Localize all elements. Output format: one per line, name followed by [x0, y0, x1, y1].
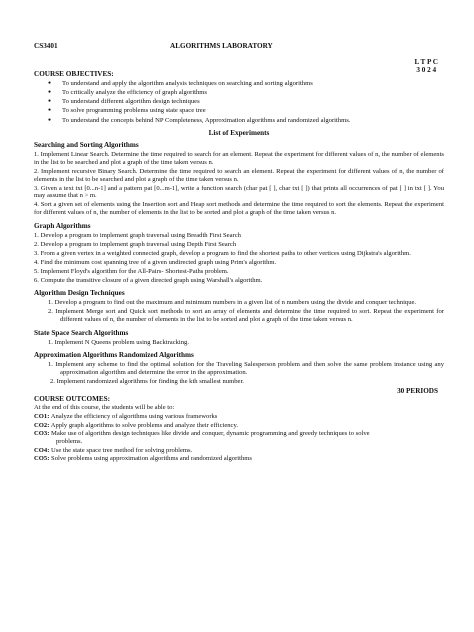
experiment-item: 6. Compute the transitive closure of a given directed graph using Warshall's algorithm. [34, 276, 263, 284]
outcome-item [34, 455, 444, 463]
experiment-item: 4. Find the minimum cost spanning tree of a given undirected graph using Prim's algorithm. [34, 258, 277, 266]
experiment-item: 4. Sort a given set of elements using the Insertion sort and Heap sort methods and determine the time required to sort the elements. Repeat the experiment for different values of n, the number of elements in the list to be sorted and plot a graph of the time taken versus n. [34, 201, 444, 217]
ltpc-values: 3 0 2 4 [416, 66, 437, 75]
outcome-item [34, 422, 444, 430]
outcome-item [34, 447, 444, 455]
experiment-item: 1. Implement N Queens problem using Backtracking. [48, 338, 189, 346]
experiments-heading: List of Experiments [208, 129, 270, 138]
objectives-heading: COURSE OBJECTIVES: [34, 70, 114, 78]
objective-item: ● To understand different algorithm design techniques [34, 98, 444, 106]
outcomes-heading: COURSE OUTCOMES: [34, 394, 111, 403]
experiment-item: 2. Implement randomized algorithms for finding the kth smallest number. [50, 377, 244, 385]
objective-item: ● To understand and apply the algorithm analysis techniques on searching and sorting algorithms [34, 80, 444, 88]
outcome-code: CO3: [34, 430, 50, 438]
outcome-text: Solve problems using approximation algorithms and randomized algorithms [51, 455, 252, 463]
statespace-heading: State Space Search Algorithms [34, 328, 129, 337]
total-periods: 30 PERIODS [397, 386, 438, 395]
experiment-item: 1. Develop a program to find out the maximum and minimum numbers in a given list of n numbers using the divide and conquer technique. [48, 299, 417, 307]
outcome-text: Apply graph algorithms to solve problems and analyze their efficiency. [50, 421, 239, 429]
outcome-item [34, 413, 444, 421]
searching-heading: Searching and Sorting Algorithms [34, 141, 139, 150]
course-code: CS3401 [34, 42, 58, 50]
experiment-item: 1. Implement any scheme to find the optimal solution for the Traveling Salesperson problem and then solve the same problem instance using any approximation algorithm and determine the error in the approximation. [48, 361, 444, 376]
outcome-continuation: problems. [56, 438, 83, 446]
experiment-item: 3. From a given vertex in a weighted connected graph, develop a program to find the shortest paths to other vertices using Dijkstra's algorithm. [34, 249, 411, 257]
outcomes-intro: At the end of this course, the students will be able to: [34, 404, 175, 412]
outcome-text: Use the state space tree method for solving problems. [51, 446, 193, 454]
ltpc-labels: L T P C [414, 58, 438, 66]
experiment-item: 2. Implement Merge sort and Quick sort methods to sort an array of elements and determine the time required to sort. Repeat the experiment for different values of n, the number of elements in the list to be sorted and plot a graph of the time taken versus n. [48, 308, 444, 323]
graph-heading: Graph Algorithms [34, 221, 91, 230]
course-title: ALGORITHMS LABORATORY [170, 42, 273, 50]
approx-heading: Approximation Algorithms Randomized Algorithms [34, 351, 194, 360]
experiment-item: 2. Implement recursive Binary Search. Determine the time required to search an element. Repeat the experiment for different values of n, the number of elements in the list to be searched and plot a graph of the time taken versus n. [34, 167, 444, 183]
main-content [34, 71, 444, 464]
outcome-code: CO4: [34, 446, 50, 454]
outcome-item [34, 430, 444, 438]
outcome-code: CO1: [34, 413, 50, 421]
experiment-item: 1. Develop a program to implement graph traversal using Breadth First Search [34, 231, 241, 239]
experiment-item: 3. Given a text txt [0...n-1] and a pattern pat [0...m-1], write a function search (char pat [ ], char txt [ ]) that prints all occurrences of pat [ ] in txt [ ]. You may assume that n > m. [34, 184, 444, 200]
experiment-item: 5. Implement Floyd's algorithm for the All-Pairs- Shortest-Paths problem. [34, 267, 229, 275]
outcome-text: Make use of algorithm design techniques like divide and conquer, dynamic programming and greedy techniques to solve [51, 430, 370, 438]
outcome-code: CO5: [34, 455, 50, 463]
objective-item: ● To critically analyze the efficiency of graph algorithms [34, 89, 444, 97]
outcome-code: CO2: [34, 421, 50, 429]
experiment-item: 2. Develop a program to implement graph traversal using Depth First Search [34, 240, 237, 248]
outcome-text: Analyze the efficiency of algorithms using various frameworks [50, 413, 218, 421]
objective-item: ● To understand the concepts behind NP Completeness, Approximation algorithms and randomized algorithms. [34, 117, 444, 125]
objectives-list [34, 80, 444, 125]
experiment-item: 1. Implement Linear Search. Determine the time required to search for an element. Repeat the experiment for different values of n, the number of elements in the list to be searched and plot a graph of the time taken versus n. [34, 150, 444, 166]
objective-item: ● To solve programming problems using state space tree [34, 107, 444, 115]
design-heading: Algorithm Design Techniques [34, 289, 125, 298]
